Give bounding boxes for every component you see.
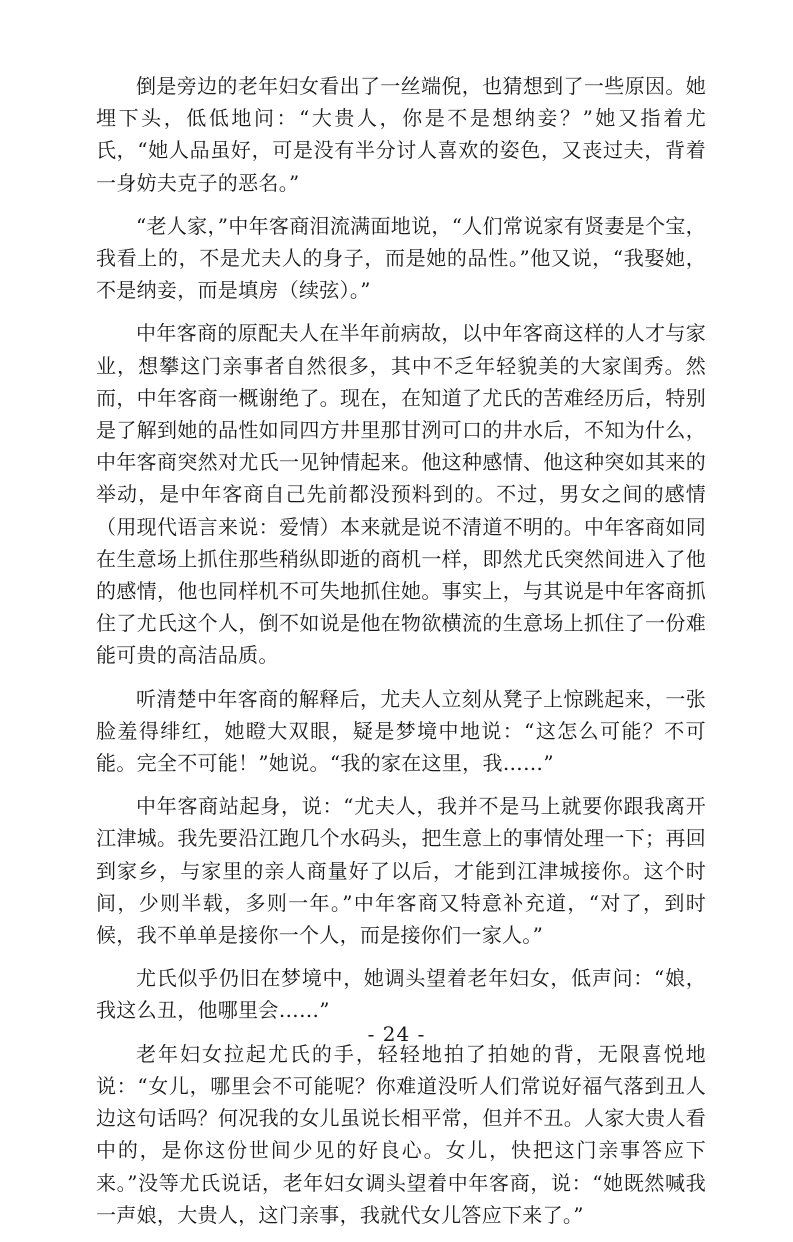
paragraph: 中年客商的原配夫人在半年前病故，以中年客商这样的人才与家业，想攀这门亲事者自然很多，其中不乏年轻貌美的大家闺秀。然而，中年客商一概谢绝了。现在，在知道了尤氏的苦难经历后，特别是了解到她的品性如同四方井里那甘洌可口的井水后，不知为什么，中年客商突然对尤氏一见钟情起来。他这种感情、他这种突如其来的举动，是中年客商自己先前都没预料到的。不过，男女之间的感情（用现代语言来说：爱情）本来就是说不清道不明的。中年客商如同在生意场上抓住那些稍纵即逝的商机一样，即然尤氏突然间进入了他的感情，他也同样机不可失地抓住她。事实上，与其说是中年客商抓住了尤氏这个人，倒不如说是他在物欲横流的生意场上抓住了一份难能可贵的高洁品质。 bbox=[96, 321, 706, 668]
paragraph: “老人家，”中年客商泪流满面地说，“人们常说家有贤妻是个宝，我看上的，不是尤夫人的身子，而是她的品性。”他又说，“我娶她，不是纳妾，而是填房（续弦）。” bbox=[96, 213, 706, 303]
page-body bbox=[96, 70, 706, 1242]
paragraph: 中年客商站起身，说：“尤夫人，我并不是马上就要你跟我离开江津城。我先要沿江跑几个水码头，把生意上的事情处理一下；再回到家乡，与家里的亲人商量好了以后，才能到江津城接你。这个时间，少则半载，多则一年。”中年客商又特意补充道，“对了，到时候，我不单单是接你一个人，而是接你们一家人。” bbox=[96, 794, 706, 948]
paragraph: 尤氏似乎仍旧在梦境中，她调头望着老年妇女，低声问：“娘，我这么丑，他哪里会……” bbox=[96, 966, 706, 1023]
paragraph: 老年妇女拉起尤氏的手，轻轻地拍了拍她的背，无限喜悦地说：“女儿，哪里会不可能呢？你难道没听人们常说好福气落到丑人边这句话吗？何况我的女儿虽说长相平常，但并不丑。人家大贵人看中的，是你这份世间少见的好良心。女儿，快把这门亲事答应下来。”没等尤氏说话，老年妇女调头望着中年客商，说：“她既然喊我一声娘，大贵人，这门亲事，我就代女儿答应下来了。” bbox=[96, 1041, 706, 1227]
paragraph: 听清楚中年客商的解释后，尤夫人立刻从凳子上惊跳起来，一张脸羞得绯红，她瞪大双眼，疑是梦境中地说：“这怎么可能？不可能。完全不可能！”她说。“我的家在这里，我……” bbox=[96, 686, 706, 776]
page-number: - 24 - bbox=[367, 1022, 426, 1046]
paragraph: 倒是旁边的老年妇女看出了一丝端倪，也猜想到了一些原因。她埋下头，低低地问：“大贵人，你是不是想纳妾？”她又指着尤氏，“她人品虽好，可是没有半分讨人喜欢的姿色，又丧过夫，背着一身妨夫克子的恶名。” bbox=[96, 74, 706, 195]
